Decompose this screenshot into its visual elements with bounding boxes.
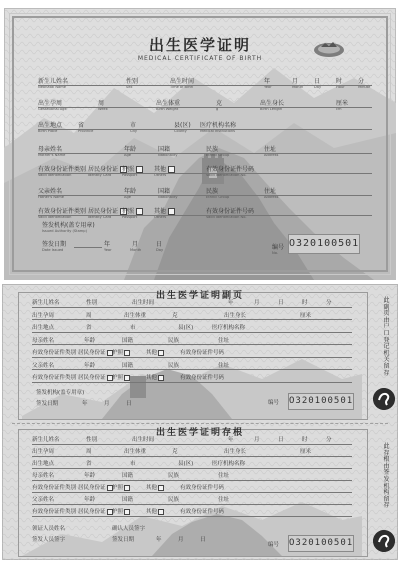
field-label-english: Identity Card: [88, 215, 112, 219]
stub2-field-label: 月: [254, 437, 260, 443]
stub1-field-label: 克: [172, 312, 178, 319]
stub1-id-type-checkbox[interactable]: [158, 350, 164, 356]
stub2-serial-number: O320100501: [288, 535, 354, 552]
fill-in-line: [38, 173, 372, 174]
stub2-row: [32, 497, 358, 509]
stub1-serial-number: O320100501: [288, 393, 354, 410]
birth-certificate-main: [4, 8, 396, 280]
stub2-field-label: 居民身份证: [78, 485, 106, 491]
field-label: 出生体重: [156, 100, 181, 107]
stub2-extra-label: 月: [178, 537, 184, 543]
stub2-field-label: 出生地点: [32, 461, 55, 467]
field-label-english: Others: [154, 215, 167, 219]
field-label: 父亲姓名: [38, 188, 63, 195]
stub1-field-label: 住址: [218, 362, 230, 369]
stub1-side-note: 此副页由户口登记机关留存: [383, 297, 390, 377]
stub2-id-type-checkbox[interactable]: [158, 509, 164, 515]
stub1-id-type-checkbox[interactable]: [124, 350, 130, 356]
field-label: 民族: [206, 188, 219, 195]
certificate-row: [38, 122, 372, 135]
field-label: 其他: [154, 166, 167, 173]
field-label: 市: [130, 122, 137, 129]
stub1-field-label: 年龄: [84, 337, 96, 344]
stub1-serial-label: 编号: [268, 400, 280, 406]
stub1-field-label: 出生时间: [132, 300, 155, 306]
stub1-field-label: 有效身份证件号码: [180, 375, 225, 381]
field-label-english: Day: [314, 85, 322, 89]
stub1-field-label: 居民身份证: [78, 375, 106, 381]
stub2-row: [32, 473, 358, 485]
field-label: 住址: [264, 188, 277, 195]
fill-in-line: [38, 195, 372, 196]
stub2-extra-label: 签发人员签字: [32, 537, 66, 543]
date-issued-label: 签发日期: [42, 241, 67, 248]
stub1-field-label: 国籍: [122, 362, 134, 369]
field-label: 母亲姓名: [38, 146, 63, 153]
field-label: 性别: [126, 78, 139, 85]
field-label: 国籍: [158, 146, 171, 153]
date-issued-day: 日: [156, 241, 163, 248]
stub1-field-label: 居民身份证: [78, 350, 106, 356]
stub1-field-label: 有效身份证件类别: [32, 375, 77, 381]
stub1-field-label: 县(区): [178, 325, 194, 331]
stub1-field-label: 民族: [168, 337, 180, 344]
date-issued-day-english: Day: [156, 248, 164, 252]
stub2-field-label: 居民身份证: [78, 509, 106, 515]
stub1-field-label: 日: [278, 300, 284, 306]
certificate-row: [38, 78, 372, 91]
date-issued-month: 月: [132, 241, 139, 248]
stub2-field-label: 医疗机构名称: [212, 461, 246, 467]
stub2-field-label: 周: [86, 449, 92, 455]
stub2-field-label: 其他: [146, 485, 158, 491]
stub2-field-label: 新生儿姓名: [32, 437, 60, 443]
emblem-icon: [312, 38, 346, 58]
stub2-side-note: 此存根由签发机构留存: [383, 443, 390, 510]
stub2-field-label: 市: [130, 461, 136, 467]
field-label-english: Valid Identification: [38, 215, 72, 219]
field-label: 厘米: [336, 100, 349, 107]
field-label-english: Ethnic Group: [206, 195, 230, 199]
stub2-field-label: 日: [278, 437, 284, 443]
stub1-row: [32, 350, 358, 362]
field-label: 有效身份证件号码: [206, 166, 255, 173]
stub2-field-label: 有效身份证件类别: [32, 509, 77, 515]
field-label: 居民身份证: [88, 208, 119, 215]
stub1-field-label: 市: [130, 325, 136, 331]
field-label-english: Valid Identification No.: [206, 215, 247, 219]
field-label-english: Hour: [336, 85, 345, 89]
stub1-row: [32, 375, 358, 387]
stub1-field-label: 出生体重: [124, 312, 147, 319]
field-label: 新生儿姓名: [38, 78, 69, 85]
stub1-seal-icon: [373, 388, 395, 410]
field-label-english: Ethnic Group: [206, 153, 230, 157]
stub2-field-label: 其他: [146, 509, 158, 515]
stub1-id-type-checkbox[interactable]: [124, 375, 130, 381]
stub2-field-label: 住址: [218, 497, 230, 503]
stub2-field-label: 出生身长: [224, 449, 247, 455]
field-label: 克: [216, 100, 223, 107]
id-type-checkbox[interactable]: [136, 166, 143, 173]
field-label-english: Others: [154, 173, 167, 177]
stub2-field-label: 出生孕周: [32, 449, 55, 455]
stub1-field-label: 时: [302, 300, 308, 306]
fill-in-line: [32, 357, 352, 358]
field-label: 县(区): [174, 122, 191, 129]
stub2-field-label: 年龄: [84, 497, 96, 503]
date-issued-year: 年: [104, 241, 111, 248]
stub2-field-label: 出生时间: [132, 437, 155, 443]
field-label: 年: [264, 78, 271, 85]
stub1-field-label: 父亲姓名: [32, 362, 55, 369]
field-label-english: Sex: [126, 85, 133, 89]
stub2-field-label: 有效身份证件号码: [180, 485, 225, 491]
field-label-english: cm: [336, 107, 342, 111]
field-label: 有效身份证件号码: [206, 208, 255, 215]
field-label-english: Gestational Age: [38, 107, 67, 111]
serial-number-label-english: No.: [272, 251, 278, 255]
stub2-extra-label: 确认人员签字: [112, 526, 146, 532]
stub2-extra-label: 签发日期: [112, 537, 135, 543]
fill-in-line: [32, 492, 352, 493]
field-label-english: Neonatal Name: [38, 85, 66, 89]
field-label-english: Address: [264, 153, 279, 157]
field-label: 住址: [264, 146, 277, 153]
fill-in-line: [32, 504, 352, 505]
stub1-issuer-label: 签发机构(盖专用章): [36, 390, 85, 396]
field-label-english: Father's Name: [38, 195, 64, 199]
stub2-field-label: 克: [172, 449, 178, 455]
field-label-english: Passport: [122, 173, 138, 177]
stub1-field-label: 母亲姓名: [32, 337, 55, 344]
stub1-row: [32, 325, 358, 337]
stub2-field-label: 厘米: [300, 449, 312, 455]
stub2-field-label: 分: [326, 437, 332, 443]
stub2-field-label: 国籍: [122, 497, 134, 503]
serial-number: O320100501: [288, 234, 360, 254]
field-label-english: City: [130, 129, 138, 133]
stub2-field-label: 有效身份证件类别: [32, 485, 77, 491]
stub1-field-label: 国籍: [122, 337, 134, 344]
stub1-row: [32, 300, 358, 312]
stub1-id-type-checkbox[interactable]: [158, 375, 164, 381]
field-label-english: County: [174, 129, 187, 133]
field-label-english: Age: [124, 153, 131, 157]
stub2-field-label: 性别: [86, 437, 98, 443]
stub1-field-label: 新生儿姓名: [32, 300, 60, 306]
stub2-row: [32, 509, 358, 521]
stub1-field-label: 医疗机构名称: [212, 325, 246, 331]
field-label-english: Identity Card: [88, 173, 112, 177]
field-label: 出生地点: [38, 122, 63, 129]
id-type-checkbox[interactable]: [168, 208, 175, 215]
certificate-stubs-sheet: [2, 284, 398, 560]
field-label: 出生孕周: [38, 100, 63, 107]
certificate-title-english: MEDICAL CERTIFICATE OF BIRTH: [137, 55, 263, 62]
field-label: 国籍: [158, 188, 171, 195]
stub1-year: 年: [82, 401, 88, 407]
fill-in-line: [32, 344, 352, 345]
fill-in-line: [32, 516, 352, 517]
certificate-row: [38, 188, 372, 201]
certificate-title: 出生医学证明: [148, 36, 251, 54]
stub2-field-label: 民族: [168, 497, 180, 503]
stub2-field-label: 县(区): [178, 461, 194, 467]
date-issued-month-english: Month: [130, 248, 142, 252]
fill-in-line: [32, 480, 352, 481]
stub1-field-label: 民族: [168, 362, 180, 369]
field-label: 分: [358, 78, 365, 85]
stub1-field-label: 性别: [86, 300, 98, 306]
stub2-title: 出生医学证明存根: [155, 428, 244, 438]
field-label: 其他: [154, 208, 167, 215]
field-label: 医疗机构名称: [200, 122, 237, 129]
fill-in-line: [32, 319, 352, 320]
stub2-serial-label: 编号: [268, 542, 280, 548]
stub2-seal-icon: [373, 530, 395, 552]
field-label-english: Birth Place: [38, 129, 58, 133]
stub2-row: [32, 437, 358, 449]
stub1-field-label: 年: [228, 300, 234, 306]
field-label-english: Nationality: [158, 153, 178, 157]
stub2-field-label: 国籍: [122, 473, 134, 479]
field-label-english: Valid Identification No.: [206, 173, 247, 177]
certificate-row: [38, 208, 372, 221]
stub1-field-label: 出生孕周: [32, 312, 55, 319]
stub2-field-label: 出生体重: [124, 449, 147, 455]
stub1-title: 出生医学证明副页: [155, 291, 244, 301]
field-label: 时: [336, 78, 343, 85]
fill-in-line: [38, 215, 372, 216]
fill-in-line: [38, 153, 372, 154]
stub1-field-label: 分: [326, 300, 332, 306]
serial-number-label: 编号: [272, 244, 285, 251]
stub1-field-label: 其他: [146, 375, 158, 381]
fill-in-line: [32, 456, 352, 457]
field-label: 年龄: [124, 146, 137, 153]
stub2-extra-label: 年: [156, 537, 162, 543]
stub1-field-label: 护照: [112, 350, 124, 356]
stub1-field-label: 其他: [146, 350, 158, 356]
stub2-row: [32, 449, 358, 461]
field-label: 出生时间: [170, 78, 195, 85]
issuer-label: 签发机构(盖专用章): [42, 222, 95, 229]
stub2-row: [32, 485, 358, 497]
stub2-field-label: 护照: [112, 485, 124, 491]
field-label: 出生身长: [260, 100, 285, 107]
field-label: 护照: [122, 166, 135, 173]
field-label-english: Age: [124, 195, 131, 199]
stub2-id-type-checkbox[interactable]: [124, 509, 130, 515]
certificate-row: [38, 166, 372, 179]
stub1-date-label: 签发日期: [36, 401, 59, 407]
stub1-field-label: 年龄: [84, 362, 96, 369]
fill-in-line: [32, 332, 352, 333]
fill-in-line: [38, 85, 372, 86]
date-issued-year-line: [74, 247, 102, 248]
stub1-field-label: 月: [254, 300, 260, 306]
fill-in-line: [38, 107, 372, 108]
id-type-checkbox[interactable]: [136, 208, 143, 215]
stub1-field-label: 省: [86, 325, 92, 331]
field-label: 护照: [122, 208, 135, 215]
field-label: 周: [98, 100, 105, 107]
stub1-field-label: 有效身份证件号码: [180, 350, 225, 356]
field-label: 有效身份证件类别: [38, 208, 87, 215]
stub2-id-type-checkbox[interactable]: [124, 485, 130, 491]
stub2-field-label: 省: [86, 461, 92, 467]
field-label-english: Medical Institutions: [200, 129, 235, 133]
field-label: 民族: [206, 146, 219, 153]
stub1-row: [32, 363, 358, 375]
id-type-checkbox[interactable]: [168, 166, 175, 173]
stub1-field-label: 出生地点: [32, 325, 55, 331]
field-label: 省: [78, 122, 85, 129]
field-label-english: Year: [264, 85, 272, 89]
field-label-english: Nationality: [158, 195, 178, 199]
field-label-english: Week: [98, 107, 108, 111]
stub1-field-label: 厘米: [300, 312, 312, 319]
field-label: 月: [292, 78, 299, 85]
field-label-english: Mother's Name: [38, 153, 66, 157]
fill-in-line: [32, 468, 352, 469]
stub2-extra-label: 领证人员姓名: [32, 526, 66, 532]
field-label-english: Month: [292, 85, 304, 89]
stub1-day: 日: [126, 401, 132, 407]
stub2-field-label: 住址: [218, 473, 230, 479]
stub2-extra-label: 日: [200, 537, 206, 543]
field-label-english: Minute: [358, 85, 371, 89]
stub2-field-label: 时: [302, 437, 308, 443]
field-label-english: Birth Length: [260, 107, 283, 111]
fill-in-line: [38, 129, 372, 130]
field-label-english: Province: [78, 129, 94, 133]
stub2-field-label: 母亲姓名: [32, 473, 55, 479]
stub2-field-label: 有效身份证件号码: [180, 509, 225, 515]
stub1-month: 月: [104, 401, 110, 407]
fill-in-line: [32, 382, 352, 383]
stub2-field-label: 护照: [112, 509, 124, 515]
fill-in-line: [32, 369, 352, 370]
stub1-field-label: 有效身份证件类别: [32, 350, 77, 356]
perforation-line: [12, 423, 388, 424]
field-label-english: Address: [264, 195, 279, 199]
stub1-row: [32, 338, 358, 350]
field-label-english: Valid Identification: [38, 173, 72, 177]
stub1-field-label: 出生身长: [224, 312, 247, 319]
certificate-row: [38, 100, 372, 113]
fill-in-line: [32, 444, 352, 445]
stub1-row: [32, 313, 358, 325]
stub2-id-type-checkbox[interactable]: [158, 485, 164, 491]
date-issued-year-english: Year: [104, 248, 112, 252]
field-label: 日: [314, 78, 321, 85]
certificate-row: [38, 146, 372, 159]
stub1-field-label: 住址: [218, 337, 230, 344]
field-label-english: Time of Birth: [170, 85, 194, 89]
issuer-label-english: Issued Authority (Stamp): [42, 229, 87, 233]
stub2-field-label: 年: [228, 437, 234, 443]
stub1-field-label: 护照: [112, 375, 124, 381]
field-label-english: Birth Weight: [156, 107, 179, 111]
stub2-field-label: 年龄: [84, 473, 96, 479]
stub2-row: [32, 461, 358, 473]
field-label-english: g: [216, 107, 219, 111]
stub1-field-label: 周: [86, 312, 92, 319]
date-issued-label-english: Date Issued: [42, 248, 64, 252]
stub2-field-label: 父亲姓名: [32, 497, 55, 503]
field-label: 居民身份证: [88, 166, 119, 173]
field-label-english: Passport: [122, 215, 138, 219]
field-label: 年龄: [124, 188, 137, 195]
fill-in-line: [32, 307, 352, 308]
stub2-field-label: 民族: [168, 473, 180, 479]
field-label: 有效身份证件类别: [38, 166, 87, 173]
